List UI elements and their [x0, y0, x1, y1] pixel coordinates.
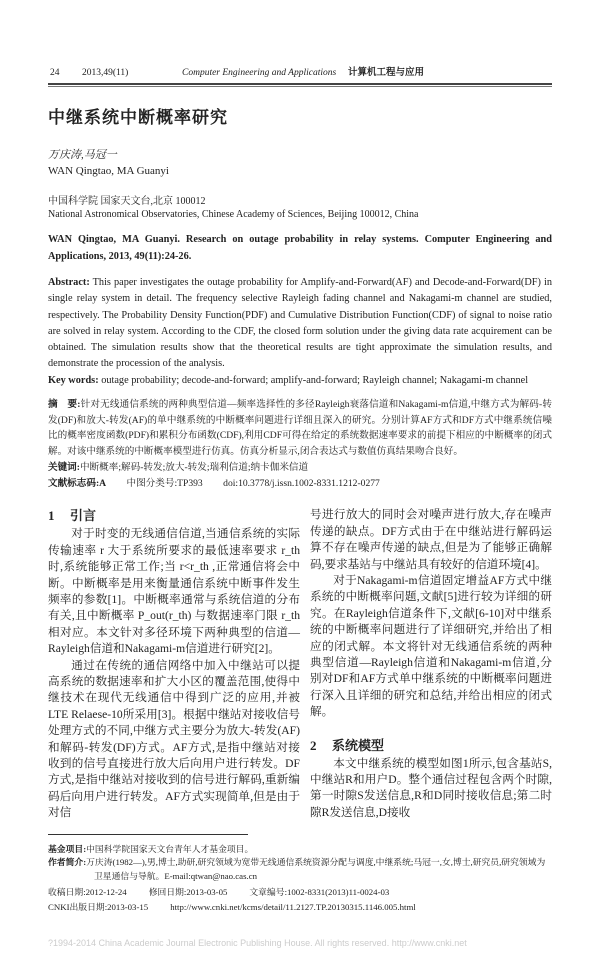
footnotes [48, 843, 552, 884]
class-number: 中图分类号:TP393 [126, 477, 203, 489]
abstract-cn [48, 397, 552, 460]
citation: WAN Qingtao, MA Guanyi. Research on outage probability in relay systems. Computer Engineering and Applications, 2013, 49(11):24-26. [48, 234, 552, 262]
keywords-text: outage probability; decode-and-forward; amplify-and-forward; Rayleigh channel; Nakagami-m channel [101, 374, 529, 386]
fund-label: 基金项目: [48, 843, 87, 854]
header-rule [48, 83, 552, 87]
publication-dates [48, 885, 552, 915]
authors-cn: 万庆涛,马冠一 [48, 149, 117, 161]
footnote-rule [48, 834, 248, 835]
keywords-cn [48, 460, 552, 476]
bio-label: 作者简介: [48, 857, 87, 868]
paragraph: 本文中继系统的模型如图1所示,包含基站S,中继站R和用户D。整个通信过程包含两个时隙,第一时隙S发送信息,R和D同时接收信息;第二时隙R发送信息,D接收 [310, 756, 552, 819]
page-number: 24 [50, 68, 60, 78]
abstract-text: This paper investigates the outage probability for Amplify-and-Forward(AF) and Decode-and-Forward(DF) in single relay system in detail. The frequency selective Rayleigh fading channel and Nakagami-m channel are studied, respectively. The Probability Density Function(PDF) and Cumulative Distribution Function(CDF) of signal to noise ratio are solved in relay system. According to the CDF, the closed form solution under the giving data rate acquirement can be obtained. The simulation results show that the theoretical results are tight approximate the simulation results, and demonstrate the procession of the analysis. [48, 277, 552, 370]
article-number: 文章编号:1002-8331(2013)11-0024-03 [249, 887, 390, 898]
authors-en: WAN Qingtao, MA Guanyi [48, 165, 169, 177]
fund-note [48, 843, 552, 857]
section-number: 2 [310, 737, 317, 753]
cnki-url[interactable]: http://www.cnki.net/kcms/detail/11.2127.TP.20130315.1146.005.html [170, 902, 416, 913]
revised-date: 修回日期:2013-03-05 [148, 887, 228, 898]
left-column [48, 507, 300, 821]
doi: doi:10.3778/j.issn.1002-8331.1212-0277 [223, 477, 380, 489]
section-title: 系统模型 [332, 737, 385, 753]
running-header [48, 66, 552, 80]
bio-text: 万庆涛(1982—),男,博士,助研,研究领域为宽带无线通信系统资源分配与调度,中继系统;马冠一,女,博士,研究员,研究领域为卫星通信与导航。E-mail:qtwan@nao.cas.cn [86, 857, 546, 881]
affiliation-en: National Astronomical Observatories, Chinese Academy of Sciences, Beijing 100012, China [48, 209, 419, 220]
abstract-cn-label: 摘 要: [48, 399, 81, 411]
abstract-en [48, 275, 552, 373]
journal-name-en: Computer Engineering and Applications [182, 68, 337, 78]
paragraph: 号进行放大的同时会对噪声进行放大,存在噪声传递的缺点。DF方式由于在中继站进行解码运算不存在噪声传递的缺点,但是为了能够正确解码,要求基站与中继站具有较好的信道环境[4]。 [310, 508, 552, 571]
classification-meta [48, 476, 552, 492]
keywords-label: Key words: [48, 374, 99, 386]
keywords-en [48, 373, 552, 389]
right-column [310, 507, 552, 821]
paragraph: 对于时变的无线通信信道,当通信系统的实际传输速率 r 大于系统所要求的最低速率要求 r_th 时,系统能够正常工作;当 r<r_th ,正常通信将会中断。中断概率是用来衡量通信系统中断事件发生频率的参数[1]。中断概率通常与系统信道的分布有关,且中断概率 P_out(r_th) 与数据速率门限 r_th 相对应。本文针对多径环境下两种典型的信道—Rayleigh信道和Nakagami-m信道进行研究[2]。 [48, 527, 300, 656]
paragraph: 对于Nakagami-m信道固定增益AF方式中继系统的中断概率问题,文献[5]进行较为详细的研究。在Rayleigh信道条件下,文献[6-10]对中继系统的中断概率问题进行了详细研究,并给出了相应的闭式解。本文将针对无线通信系统的两种典型信道—Rayleigh信道和Nakagami-m信道,分别对DF和AF方式单中继系统的中断概率问题进行深入且详细的研究和总结,并给出相应的闭式解。 [310, 573, 552, 719]
paragraph: 通过在传统的通信网络中加入中继站可以提高系统的数据速率和扩大小区的覆盖范围,使得中继技术在现代无线通信中得到广泛的应用,并被LTE Relaese-10所采用[3]。根据中继站对接收信号处理方式的不同,中继方式主要分为放大-转发(AF)和解码-转发(DF)方式。AF方式,是指中继站对接收到的信号直接进行放大后向用户进行转发。DF方式,是指中继站对接收到的信号进行解码,重新编码后向用户进行转发。AF方式实现简单,但是由于对信 [48, 658, 300, 820]
issue: 2013,49(11) [82, 68, 129, 78]
section-1-heading [48, 507, 300, 525]
section-number: 1 [48, 508, 55, 524]
keywords-cn-label: 关键词: [48, 461, 80, 473]
watermark: ?1994-2014 China Academic Journal Electronic Publishing House. All rights reserved. http://www.cnki.net [48, 938, 467, 949]
section-2-heading [310, 737, 552, 755]
keywords-cn-text: 中断概率;解码-转发;放大-转发;瑞利信道;纳卡伽米信道 [79, 461, 309, 473]
abstract-label: Abstract: [48, 277, 90, 288]
abstract-cn-text: 针对无线通信系统的两种典型信道—频率选择性的多径Rayleigh衰落信道和Nakagami-m信道,中继方式为解码-转发(DF)和放大-转发(AF)的单中继系统的中断概率问题进行详细且深入的研究。分别计算AF方式和DF方式中继系统信噪比的概率密度函数(PDF)和累积分布函数(CDF),利用CDF可得在给定的系统数据速率要求的前提下相应的中断概率的闭式解。对该中继系统的中断概率模型进行仿真。仿真分析显示,闭合表达式与数值仿真结果吻合良好。 [48, 399, 552, 458]
received-date: 收稿日期:2012-12-24 [48, 887, 127, 898]
section-2 [310, 737, 552, 822]
author-bio [48, 856, 552, 883]
journal-name-cn: 计算机工程与应用 [348, 68, 425, 78]
cnki-date: CNKI出版日期:2013-03-15 [48, 902, 149, 913]
paper-title: 中继系统中断概率研究 [48, 108, 228, 127]
section-title: 引言 [70, 508, 97, 524]
doc-code: 文献标志码:A [48, 477, 107, 489]
affiliation-cn: 中国科学院 国家天文台,北京 100012 [48, 196, 206, 207]
body-columns [48, 507, 552, 821]
fund-text: 中国科学院国家天文台青年人才基金项目。 [86, 843, 254, 854]
